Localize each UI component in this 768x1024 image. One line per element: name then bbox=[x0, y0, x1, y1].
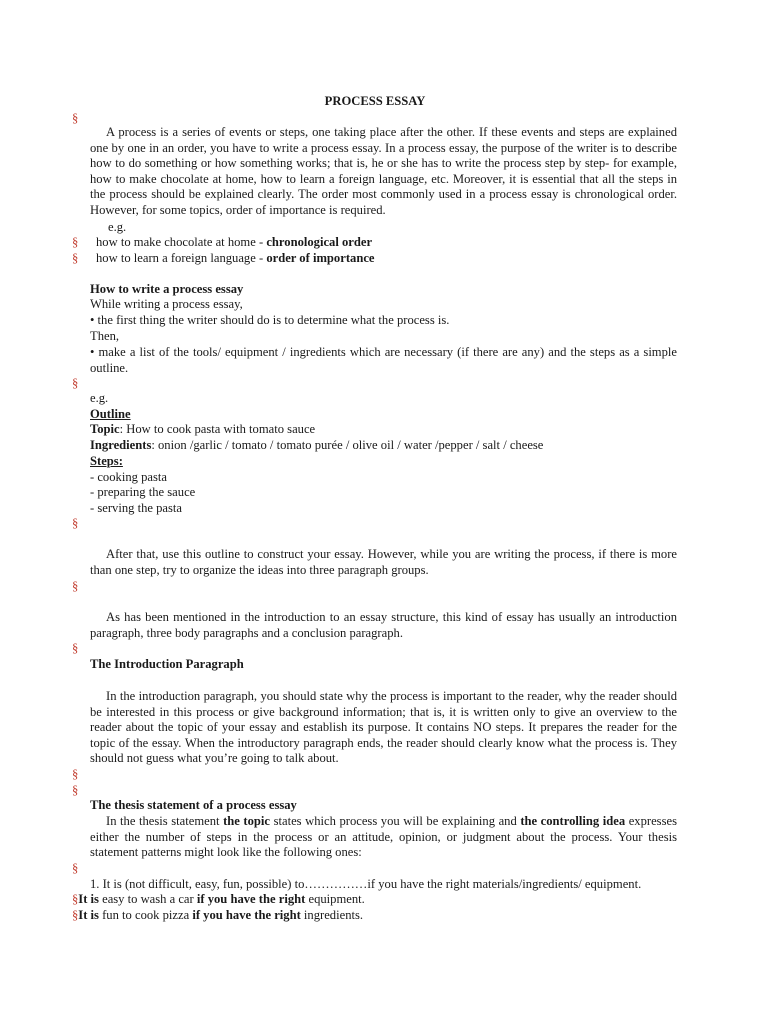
how-to-line: While writing a process essay, bbox=[90, 297, 243, 311]
section-mark: § bbox=[72, 251, 79, 265]
example-bold: It is bbox=[78, 892, 99, 906]
intro-heading: The Introduction Paragraph bbox=[90, 657, 244, 671]
thesis-paragraph bbox=[90, 814, 677, 861]
example-text: easy to wash a car bbox=[98, 892, 197, 906]
outline-eg: e.g. bbox=[90, 391, 109, 405]
example-item bbox=[96, 235, 372, 251]
thesis-example bbox=[72, 892, 365, 908]
steps-label: Steps: bbox=[90, 454, 123, 468]
structure-paragraph: As has been mentioned in the introduction to an essay structure, this kind of essay has usually an introduction paragraph, three body paragraphs and a conclusion paragraph. bbox=[90, 610, 677, 640]
example-text: how to learn a foreign language - bbox=[96, 251, 267, 265]
example-bold: if you have the right bbox=[196, 892, 306, 906]
example-order: order of importance bbox=[266, 251, 375, 265]
how-to-line: • make a list of the tools/ equipment / ingredients which are necessary (if there are any) and the steps as a simple outline. bbox=[90, 345, 677, 375]
topic-label: Topic bbox=[90, 422, 120, 436]
how-to-line: • the first thing the writer should do is to determine what the process is. bbox=[90, 313, 450, 327]
step-item: - preparing the sauce bbox=[90, 485, 196, 499]
outline-label: Outline bbox=[90, 407, 131, 421]
section-mark: § bbox=[72, 892, 79, 906]
thesis-text: In the thesis statement bbox=[106, 814, 224, 828]
section-mark: § bbox=[72, 235, 79, 249]
thesis-text: states which process you will be explaining and bbox=[270, 814, 521, 828]
page-title: PROCESS ESSAY bbox=[324, 94, 426, 108]
step-item: - serving the pasta bbox=[90, 501, 182, 515]
example-text: ingredients. bbox=[300, 908, 364, 922]
example-text: how to make chocolate at home - bbox=[96, 235, 267, 249]
outline-ingredients bbox=[90, 438, 677, 454]
topic-value: : How to cook pasta with tomato sauce bbox=[119, 422, 316, 436]
ingredients-value: : onion /garlic / tomato / tomato purée / olive oil / water /pepper / salt / cheese bbox=[151, 438, 544, 452]
thesis-example bbox=[72, 908, 363, 924]
after-paragraph: After that, use this outline to construct your essay. However, while you are writing the process, if there is more than one step, try to organize the ideas into three paragraph groups. bbox=[90, 547, 677, 577]
section-mark: § bbox=[72, 783, 79, 797]
section-mark: § bbox=[72, 767, 79, 781]
ingredients-label: Ingredients bbox=[90, 438, 152, 452]
how-to-heading: How to write a process essay bbox=[90, 282, 244, 296]
thesis-text: expresses either the number of steps in the process or an attitude, opinion, or judgment about the process. Your thesis statement patterns might look like the following ones: bbox=[90, 814, 677, 859]
introduction-paragraph: In the introduction paragraph, you should state why the process is important to the reader, why the reader should be interested in this process or give background information; that is, it is written only to give an overview to the reader about the topic of your essay and establish its purpose. It contains NO steps. It prepares the reader for the topic of the essay. When the introductory paragraph ends, the reader should clearly know what the process is. They should not guess what you’re going to talk about. bbox=[90, 689, 677, 765]
eg-label: e.g. bbox=[108, 220, 127, 234]
section-mark: § bbox=[72, 641, 79, 655]
step-item: - cooking pasta bbox=[90, 470, 167, 484]
thesis-heading: The thesis statement of a process essay bbox=[90, 798, 297, 812]
example-bold: if you have the right bbox=[192, 908, 301, 922]
example-text: fun to cook pizza bbox=[98, 908, 193, 922]
section-mark: § bbox=[72, 376, 79, 390]
intro-paragraph: A process is a series of events or steps, one taking place after the other. If these events and steps are explained one by one in an order, you have to write a process essay. In a process essay, the purpose of the writer is to describe how to do something or how something works; that is, he or she has to write the process step by step- for example, how to make chocolate at home, how to learn a foreign language, etc. Moreover, it is essential that all the steps in the process should be explained clearly. The order most commonly used in a process essay is chronological order. However, for some topics, order of importance is required. bbox=[90, 125, 677, 217]
thesis-topic: the topic bbox=[223, 814, 271, 828]
section-mark: § bbox=[72, 516, 79, 530]
example-order: chronological order bbox=[266, 235, 373, 249]
example-bold: It is bbox=[78, 908, 99, 922]
thesis-pattern: 1. It is (not difficult, easy, fun, possible) to……………if you have the right materials/ingredients/ equipment. bbox=[90, 877, 642, 891]
example-text: equipment. bbox=[305, 892, 365, 906]
section-mark: § bbox=[72, 111, 79, 125]
thesis-controlling-idea: the controlling idea bbox=[520, 814, 626, 828]
section-mark: § bbox=[72, 908, 79, 922]
section-mark: § bbox=[72, 861, 79, 875]
example-item bbox=[96, 251, 375, 267]
how-to-line: Then, bbox=[90, 329, 120, 343]
section-mark: § bbox=[72, 579, 79, 593]
outline-topic bbox=[90, 422, 677, 438]
